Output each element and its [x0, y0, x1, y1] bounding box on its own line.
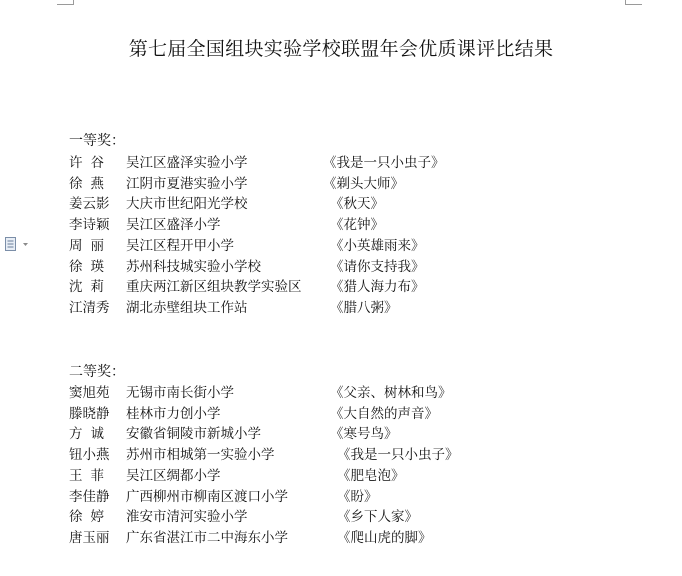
lesson-title: 《请你支持我》: [330, 258, 425, 275]
school-name: 吴江区盛泽实验小学: [126, 155, 248, 171]
award-row: [0, 153, 682, 173]
teacher-name: 周丽: [69, 237, 112, 254]
school-name: 吴江区绸都小学: [126, 467, 221, 484]
lesson-title: 《剃头大师》: [323, 175, 404, 192]
school-name: 江阴市夏港实验小学: [126, 175, 248, 192]
school-name: 重庆两江新区组块教学实验区: [126, 279, 302, 296]
lesson-title: 《大自然的声音》: [330, 405, 438, 422]
school-name: 吴江区程开甲小学: [126, 237, 234, 254]
teacher-name: 姜云影: [69, 196, 110, 213]
teacher-name: 徐瑛: [69, 258, 112, 275]
lesson-title: 《猎人海力布》: [330, 279, 425, 296]
teacher-name: 滕晓静: [69, 405, 110, 422]
award-row: [0, 424, 682, 444]
lesson-title: 《乡下人家》: [337, 509, 418, 526]
lesson-title: 《我是一只小虫子》: [323, 155, 445, 171]
page-corner-mark-right: [625, 0, 642, 5]
teacher-name: 江清秀: [69, 299, 110, 316]
school-name: 苏州市相城第一实验小学: [126, 447, 275, 464]
lesson-title: 《秋天》: [330, 196, 384, 213]
award-row: [0, 236, 682, 256]
teacher-name: 李佳静: [69, 488, 110, 505]
lesson-title: 《盼》: [337, 488, 378, 505]
award-row: [0, 277, 682, 297]
page-title: 第七届全国组块实验学校联盟年会优质课评比结果: [128, 38, 554, 60]
teacher-name: 徐婷: [69, 509, 112, 526]
lesson-title: 《父亲、树林和鸟》: [330, 385, 452, 401]
lesson-title: 《我是一只小虫子》: [337, 447, 459, 464]
school-name: 淮安市清河实验小学: [126, 509, 248, 526]
school-name: 无锡市南长街小学: [126, 385, 234, 401]
teacher-name: 唐玉丽: [69, 529, 110, 546]
teacher-name: 方诚: [69, 426, 112, 443]
award-row: [0, 383, 682, 403]
page-corner-mark-left: [57, 0, 74, 5]
school-name: 苏州科技城实验小学校: [126, 258, 261, 275]
award-row: [0, 487, 682, 507]
award-row: [0, 404, 682, 424]
award-row: [0, 215, 682, 235]
first-prize-heading: 一等奖：: [69, 133, 125, 149]
school-name: 吴江区盛泽小学: [126, 217, 221, 234]
lesson-title: 《小英雄雨来》: [330, 237, 425, 254]
school-name: 大庆市世纪阳光学校: [126, 196, 248, 213]
award-row: [0, 174, 682, 194]
award-row: [0, 194, 682, 214]
award-row: [0, 257, 682, 277]
second-prize-heading: 二等奖：: [69, 364, 125, 380]
award-row: [0, 466, 682, 486]
lesson-title: 《花钟》: [330, 217, 384, 234]
teacher-name: 李诗颖: [69, 217, 110, 234]
award-row: [0, 445, 682, 465]
teacher-name: 窦旭苑: [69, 385, 110, 401]
lesson-title: 《腊八粥》: [330, 299, 398, 316]
award-row: [0, 528, 682, 548]
school-name: 广东省湛江市二中海东小学: [126, 529, 288, 546]
school-name: 安徽省铜陵市新城小学: [126, 426, 261, 443]
lesson-title: 《肥皂泡》: [337, 467, 405, 484]
award-row: [0, 298, 682, 318]
teacher-name: 沈莉: [69, 279, 112, 296]
award-row: [0, 507, 682, 527]
teacher-name: 王菲: [69, 467, 112, 484]
teacher-name: 许谷: [69, 155, 112, 171]
lesson-title: 《寒号鸟》: [330, 426, 398, 443]
lesson-title: 《爬山虎的脚》: [337, 529, 432, 546]
teacher-name: 钮小燕: [69, 447, 110, 464]
teacher-name: 徐燕: [69, 175, 112, 192]
school-name: 广西柳州市柳南区渡口小学: [126, 488, 288, 505]
school-name: 桂林市力创小学: [126, 405, 221, 422]
school-name: 湖北赤壁组块工作站: [126, 299, 248, 316]
